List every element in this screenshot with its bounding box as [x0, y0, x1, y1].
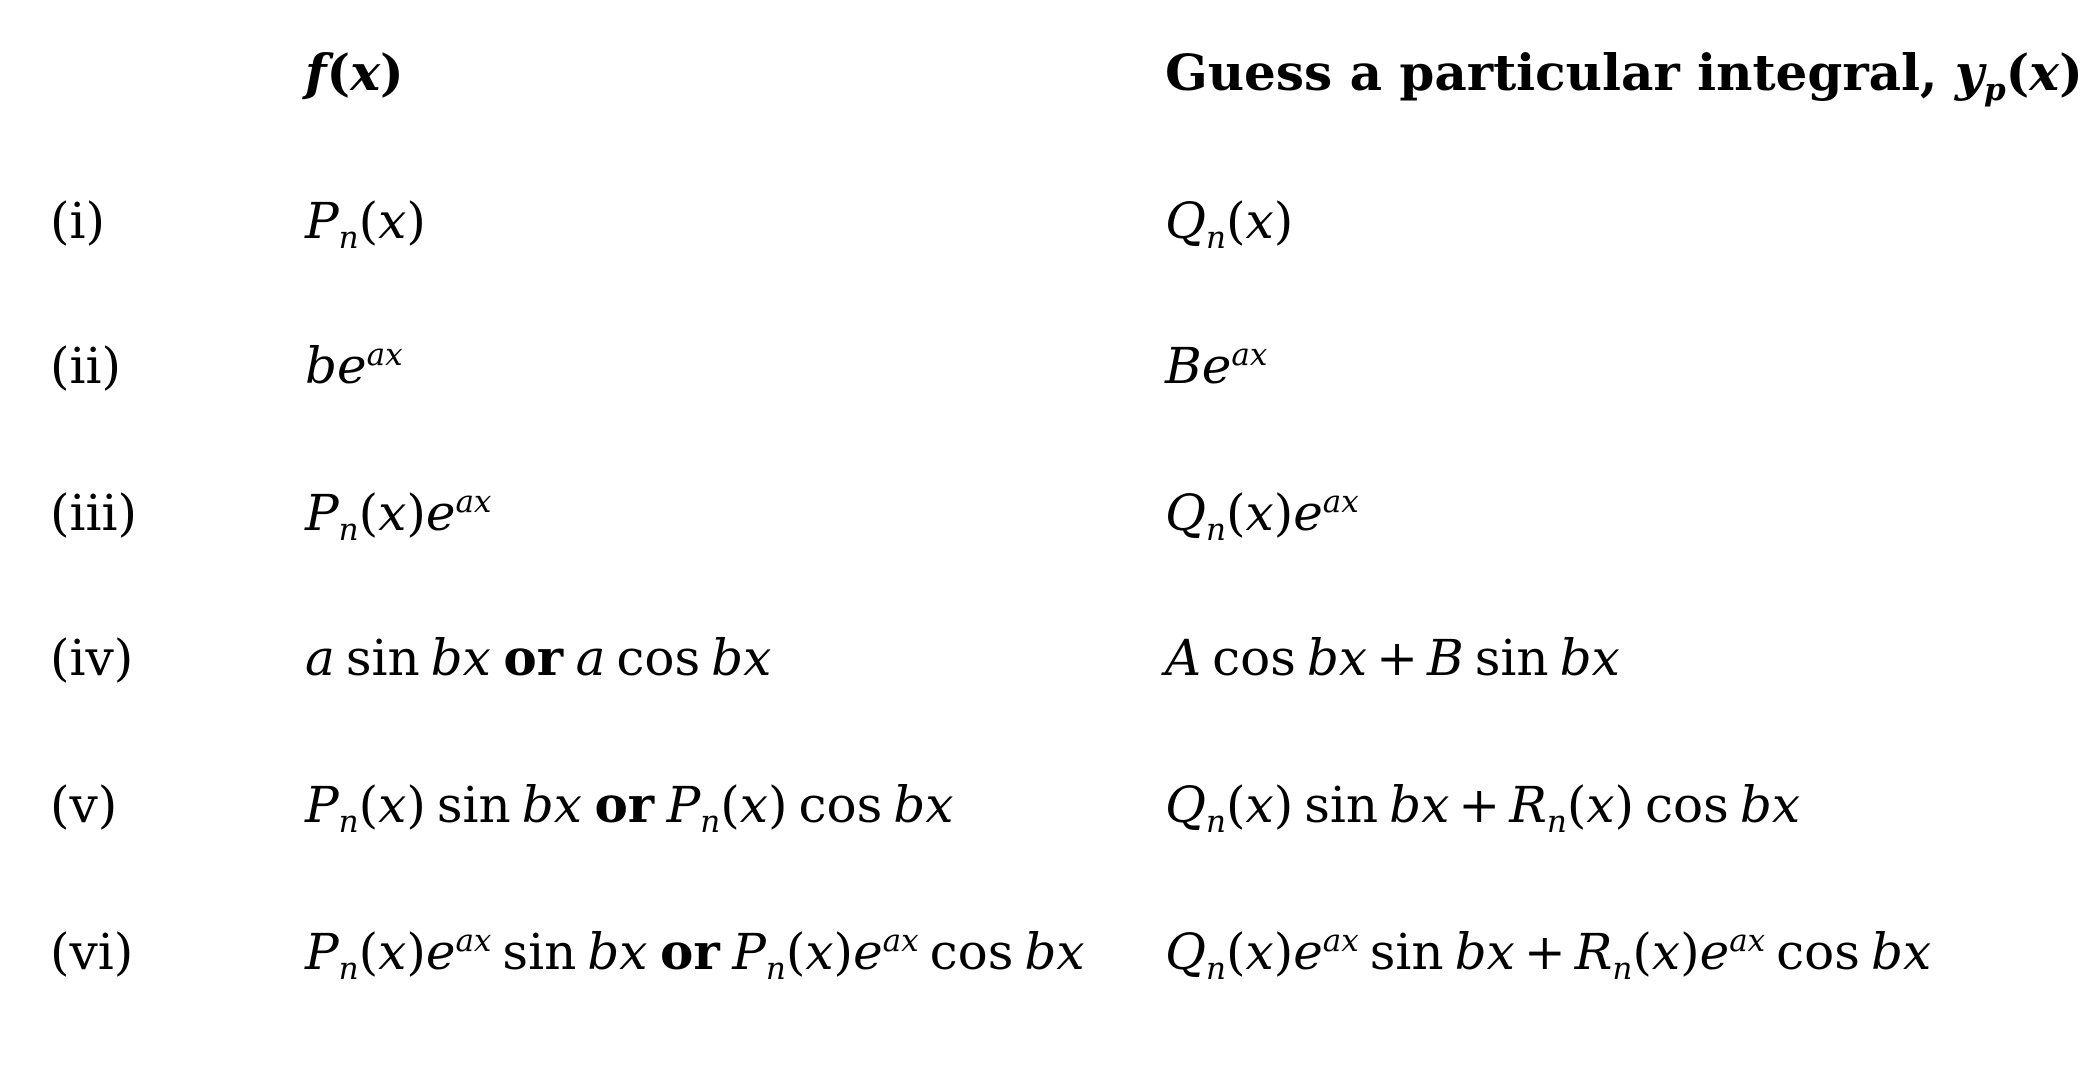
- row-yp-expression: $Q_n(x)$: [1165, 192, 1294, 256]
- table-row: [0, 331, 2046, 411]
- row-f-expression: a sin bx or a cos bx: [305, 628, 772, 687]
- row-yp-expression: $Q_n(x)$ sin bx + $R_n(x)$ cos bx: [1165, 776, 1801, 840]
- row-label: (iii): [50, 484, 137, 542]
- connective-or: or: [660, 922, 720, 981]
- table-row: [0, 478, 2046, 558]
- table-row: [0, 623, 2046, 703]
- header-guess-text: Guess a particular integral,: [1165, 43, 1955, 102]
- header-particular-integral: Guess a particular integral, $y_p(x)$: [1165, 43, 2083, 108]
- row-yp-expression: $Q_n(x)e^{ax}$: [1165, 484, 1359, 548]
- row-label: (vi): [50, 923, 134, 981]
- header-f-of-x: f(x): [305, 43, 404, 102]
- row-yp-expression: A cos bx + B sin bx: [1165, 629, 1620, 687]
- connective-or: or: [503, 628, 564, 687]
- row-label: (v): [50, 776, 118, 834]
- row-f-expression: $P_n(x)e^{ax}$ sin bx or $P_n(x)e^{ax}$ cos bx: [305, 922, 1085, 987]
- row-label: (iv): [50, 629, 134, 687]
- row-f-expression: $P_n(x)e^{ax}$: [305, 484, 492, 548]
- table-row: [0, 917, 2046, 997]
- table-header-row: [0, 38, 2083, 118]
- table-row: [0, 770, 2046, 850]
- table-row: [0, 186, 2046, 266]
- row-label: (i): [50, 192, 106, 250]
- connective-or: or: [594, 775, 655, 834]
- row-f-expression: $be^{ax}$: [305, 337, 403, 395]
- row-f-expression: $P_n(x)$: [305, 192, 426, 256]
- row-yp-expression: $Q_n(x)e^{ax}$ sin bx + $R_n(x)e^{ax}$ cos bx: [1165, 923, 1932, 987]
- row-f-expression: $P_n(x)$ sin bx or $P_n(x)$ cos bx: [305, 775, 954, 840]
- row-label: (ii): [50, 337, 121, 395]
- row-yp-expression: $Be^{ax}$: [1165, 337, 1268, 395]
